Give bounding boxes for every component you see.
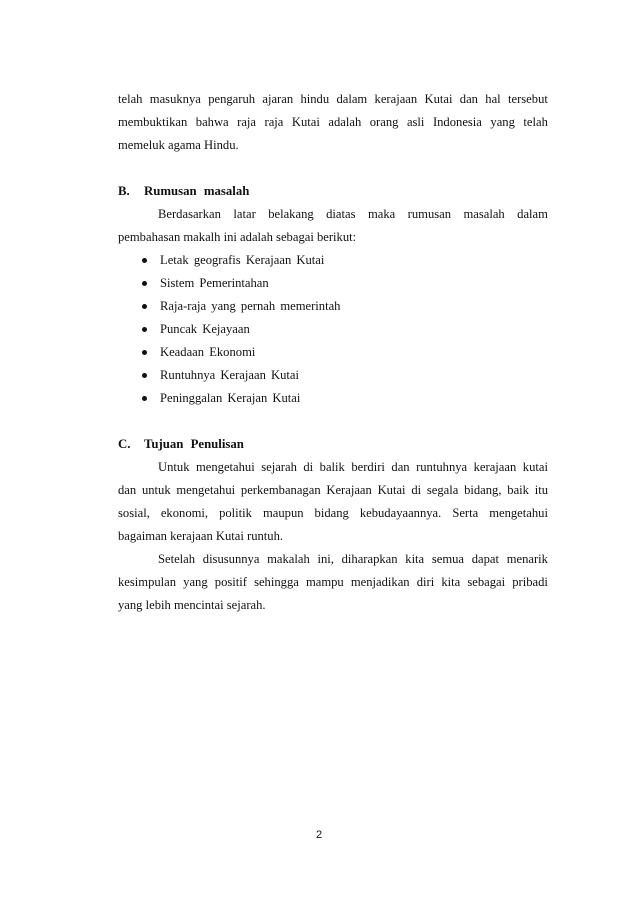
word: Berdasarkan: [158, 207, 221, 221]
word: sebagai: [467, 575, 506, 589]
word: itu: [534, 483, 548, 497]
word: kesimpulan: [118, 575, 177, 589]
tujuan-paragraph-2: [118, 548, 548, 617]
word: diatas: [326, 207, 356, 221]
word: segala: [426, 483, 459, 497]
word: bidang,: [464, 483, 502, 497]
tujuan-paragraph-1: [118, 456, 548, 548]
word: di: [411, 483, 422, 497]
word: kerajaan: [374, 92, 418, 106]
word: raja: [237, 115, 257, 129]
word: tersebut: [508, 92, 548, 106]
page-content: [118, 88, 548, 617]
word: pribadi: [512, 575, 548, 589]
word: maka: [367, 207, 396, 221]
word: bahwa: [195, 115, 229, 129]
word: sejarah: [261, 460, 297, 474]
section-heading-tujuan-penulisan: [118, 433, 548, 456]
word: asli: [406, 115, 425, 129]
word: untuk: [141, 483, 171, 497]
list-item: Keadaan Ekonomi: [118, 341, 548, 364]
word: diri: [416, 575, 435, 589]
text-line: [118, 111, 548, 134]
word: Kutai: [377, 483, 406, 497]
word: mengetahui: [176, 483, 236, 497]
word: rumusan: [407, 207, 452, 221]
word: Serta: [452, 506, 479, 520]
text-line: bagaiman kerajaan Kutai runtuh.: [118, 529, 284, 543]
word: kebudayaannya.: [359, 506, 442, 520]
spacer: [118, 410, 548, 433]
word: dapat: [471, 552, 499, 566]
text-line: [118, 479, 548, 502]
word: pengaruh: [208, 92, 256, 106]
text-line: [118, 456, 548, 479]
text-line: pembahasan makalh ini adalah sebagai berikut:: [118, 230, 357, 244]
list-item: Runtuhnya Kerajaan Kutai: [118, 364, 548, 387]
word: Kutai: [424, 92, 453, 106]
word: yang: [183, 575, 208, 589]
word: perkembanagan: [240, 483, 321, 497]
text-line: [118, 571, 548, 594]
problem-list: [118, 249, 548, 410]
section-letter: B.: [118, 184, 130, 198]
word: bidang: [314, 506, 349, 520]
word: kerajaan: [473, 460, 517, 474]
text-line: yang lebih mencintai sejarah.: [118, 598, 266, 612]
word: sehingga: [254, 575, 299, 589]
word: positif: [214, 575, 247, 589]
section-heading-rumusan-masalah: [118, 180, 548, 203]
word: semua: [431, 552, 465, 566]
text-line: [118, 502, 548, 525]
word: Untuk: [158, 460, 190, 474]
word: ini,: [317, 552, 334, 566]
list-item: Sistem Pemerintahan: [118, 272, 548, 295]
section-title: Tujuan Penulisan: [144, 437, 244, 451]
word: dan: [459, 92, 478, 106]
word: di: [303, 460, 314, 474]
rumusan-paragraph: [118, 203, 548, 249]
section-letter: C.: [118, 437, 131, 451]
word: menarik: [506, 552, 548, 566]
text-line: [118, 88, 548, 111]
list-item: Peninggalan Kerajan Kutai: [118, 387, 548, 410]
word: telah: [523, 115, 548, 129]
section-title: Rumusan masalah: [144, 184, 250, 198]
word: balik: [319, 460, 345, 474]
word: menjadikan: [350, 575, 410, 589]
word: masalah: [463, 207, 505, 221]
word: Setelah: [158, 552, 196, 566]
word: latar: [233, 207, 256, 221]
word: masuknya: [149, 92, 201, 106]
word: belakang: [268, 207, 314, 221]
word: disusunnya: [202, 552, 260, 566]
word: kita: [441, 575, 461, 589]
word: dan: [391, 460, 410, 474]
word: mengetahui: [489, 506, 548, 520]
list-item: Puncak Kejayaan: [118, 318, 548, 341]
word: makalah: [267, 552, 310, 566]
word: Kerajaan: [326, 483, 372, 497]
text-line: memeluk agama Hindu.: [118, 138, 239, 152]
word: maupun: [262, 506, 304, 520]
word: hindu: [300, 92, 330, 106]
word: Kutai: [291, 115, 320, 129]
list-item: Raja-raja yang pernah memerintah: [118, 295, 548, 318]
word: kutai: [522, 460, 548, 474]
page-number: 2: [315, 829, 323, 841]
word: mengetahui: [195, 460, 255, 474]
word: kita: [405, 552, 425, 566]
word: yang: [490, 115, 515, 129]
word: ekonomi,: [160, 506, 209, 520]
text-line: [118, 203, 548, 226]
word: runtuhnya: [416, 460, 468, 474]
text-line: [118, 548, 548, 571]
word: dan: [118, 483, 137, 497]
word: Indonesia: [432, 115, 482, 129]
spacer: [118, 157, 548, 180]
word: mampu: [305, 575, 344, 589]
word: baik: [507, 483, 529, 497]
list-item: Letak geografis Kerajaan Kutai: [118, 249, 548, 272]
word: politik: [219, 506, 252, 520]
word: berdiri: [351, 460, 385, 474]
word: ajaran: [262, 92, 294, 106]
word: raja: [264, 115, 284, 129]
word: dalam: [517, 207, 548, 221]
intro-paragraph: [118, 88, 548, 157]
word: telah: [118, 92, 143, 106]
word: diharapkan: [341, 552, 398, 566]
word: orang: [369, 115, 399, 129]
word: dalam: [336, 92, 368, 106]
word: hal: [485, 92, 501, 106]
word: sosial,: [118, 506, 150, 520]
word: adalah: [328, 115, 362, 129]
word: membuktikan: [118, 115, 188, 129]
